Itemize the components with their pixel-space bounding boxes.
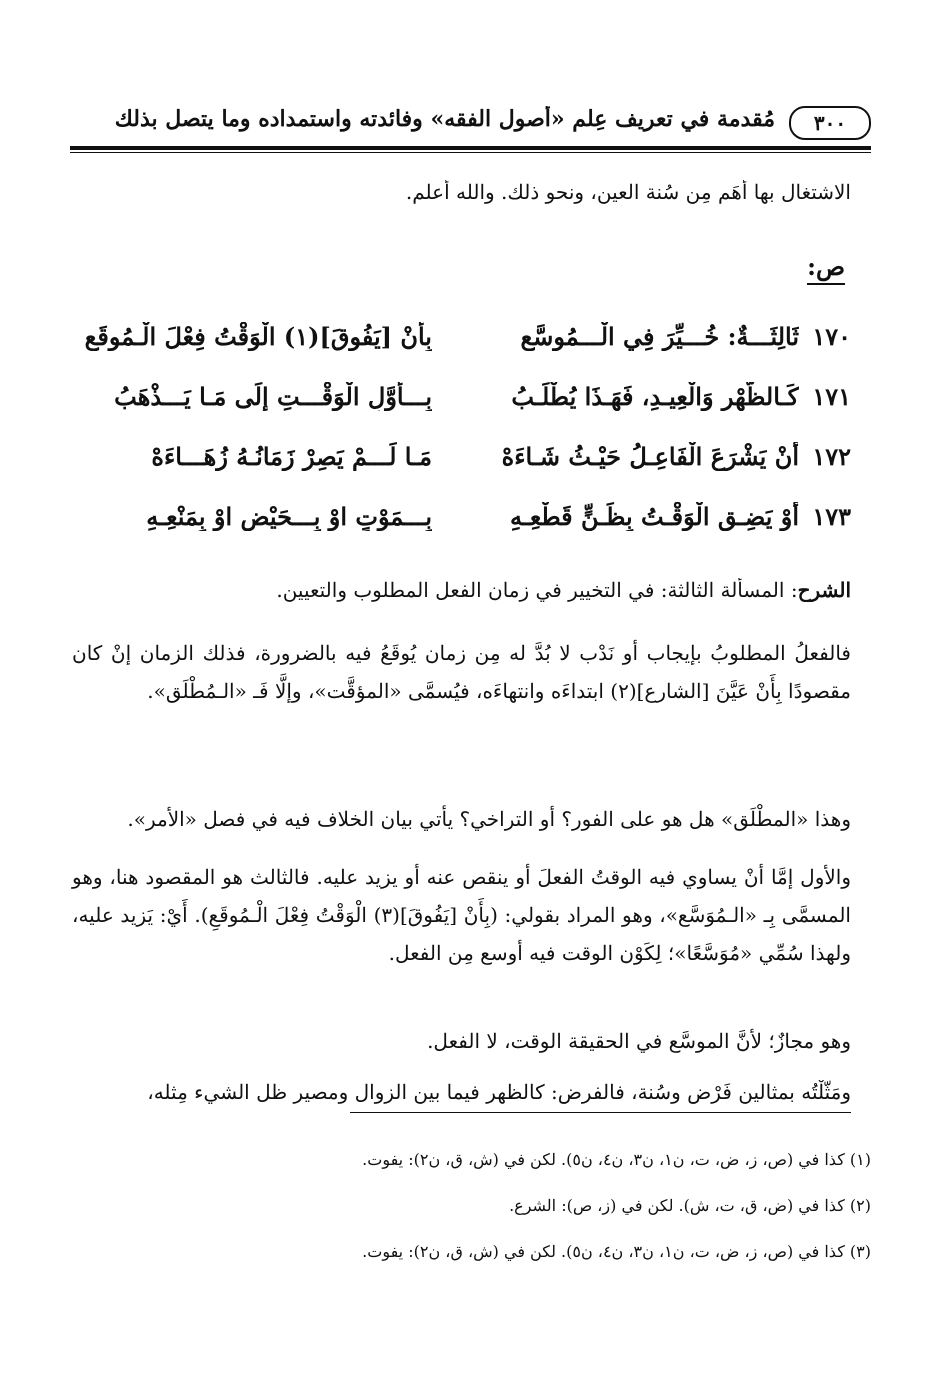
sad-label: ص: xyxy=(807,252,845,285)
verse-first-hemistich: أَنْ يَشْرَعَ الْفَاعِـلُ حَيْـثُ شَـاءَهْ xyxy=(501,442,799,471)
page-header xyxy=(70,92,871,148)
verse-second-hemistich: مَـا لَـــمْ يَصِرْ زَمَانُـهُ زُهَـــاءَهْ xyxy=(151,442,432,471)
sharh-text: : المسألة الثالثة: في التخيير في زمان الفعل المطلوب والتعيين. xyxy=(276,578,798,602)
verse-second-hemistich: بِـــمَوْتٍ اوْ بِـــحَيْضٍ اوْ بِمَنْعِـهِ xyxy=(146,502,432,531)
header-rule xyxy=(70,146,871,150)
footnote-separator xyxy=(350,1112,851,1113)
footnote: (٣) كذا في (ص، ز، ض، ت، ن١، ن٣، ن٤، ن٥). لكن في (ش، ق، ن٢): يفوت. xyxy=(362,1242,871,1261)
paragraph: وهذا «المطْلَق» هل هو على الفور؟ أو التراخي؟ يأتي بيان الخلاف فيه في فصل «الأمر». xyxy=(127,807,851,831)
running-title: مُقدمة في تعريف عِلم «أصول الفقه» وفائدته واستمداده وما يتصل بذلك xyxy=(114,106,775,132)
verse-number: ١٧١ xyxy=(812,382,851,411)
sharh-line xyxy=(72,578,851,602)
verse-line xyxy=(72,502,851,542)
verse-first-hemistich: ثَالِثَـــةٌ: خُـــيِّرَ فِي الْـــمُوسَّعِ xyxy=(520,322,799,351)
verse-second-hemistich: بِأَنْ [يَفُوقَ](١) الْوَقْتُ فِعْلَ الْـمُوقَعِ xyxy=(84,322,432,351)
page-number: ٣٠٠ xyxy=(789,106,871,140)
verse-number: ١٧٢ xyxy=(812,442,851,471)
verse-line xyxy=(72,322,851,362)
verse-line xyxy=(72,442,851,482)
paragraph: ومَثَّلْتُه بمثالين فَرْض وسُنة، فالفرض: كالظهر فيما بين الزوال ومصير ظل الشيء مِثله، xyxy=(147,1080,851,1104)
header-rule-thin xyxy=(70,152,871,153)
paragraph: والأول إمَّا أنْ يساوي فيه الوقتُ الفعلَ أو ينقص عنه أو يزيد عليه. فالثالث هو المقصود هنا، وهو المسمَّى بِـ «الـمُوَسَّع»، وهو المراد بقولي: (بِأَنْ [يَفُوقَ](٣) الْوَقْتُ فِعْلَ الْـمُوقَعِ). أَيْ: يَزيد عليه، ولهذا سُمِّي «مُوَسَّعًا»؛ لِكَوْن الوقت فيه أوسع مِن الفعل. xyxy=(72,865,851,965)
verse-number: ١٧٣ xyxy=(812,502,851,531)
verse-first-hemistich: أَوْ يَضِـقِ الْوَقْـتُ بِظَـنٍّ قَطْعِـهِ xyxy=(510,502,799,531)
verse-second-hemistich: بِـــأَوَّلِ الْوَقْـــتِ إِلَى مَـا يَـــذْهَبُ xyxy=(114,382,432,411)
paragraph: فالفعلُ المطلوبُ بإيجاب أو نَدْب لا بُدَّ له مِن زمان يُوقَعُ فيه بالضرورة، فذلك الزمان إنْ كان مقصودًا بِأَنْ عَيَّنَ [الشارع](٢) ابتداءَه وانتهاءَه، فيُسمَّى «المؤقَّت»، وإلَّا فَـ «الـمُطْلَق». xyxy=(72,641,851,703)
verse-number: ١٧٠ xyxy=(812,322,851,351)
paragraph: وهو مجازٌ؛ لأنَّ الموسَّع في الحقيقة الوقت، لا الفعل. xyxy=(427,1029,851,1053)
footnote: (٢) كذا في (ض، ق، ت، ش). لكن في (ز، ص): الشرع. xyxy=(509,1196,871,1215)
verse-first-hemistich: كَـالظُّهْرِ وَالْعِيـدِ، فَهَـذَا يُطْلَـبُ xyxy=(511,382,799,411)
sharh-label: الشرح xyxy=(797,578,851,602)
intro-line: الاشتغال بها أَهَم مِن سُنة العين، ونحو ذلك. والله أعلم. xyxy=(405,180,851,204)
footnote: (١) كذا في (ص، ز، ض، ت، ن١، ن٣، ن٤، ن٥). لكن في (ش، ق، ن٢): يفوت. xyxy=(362,1150,871,1169)
verse-line xyxy=(72,382,851,422)
